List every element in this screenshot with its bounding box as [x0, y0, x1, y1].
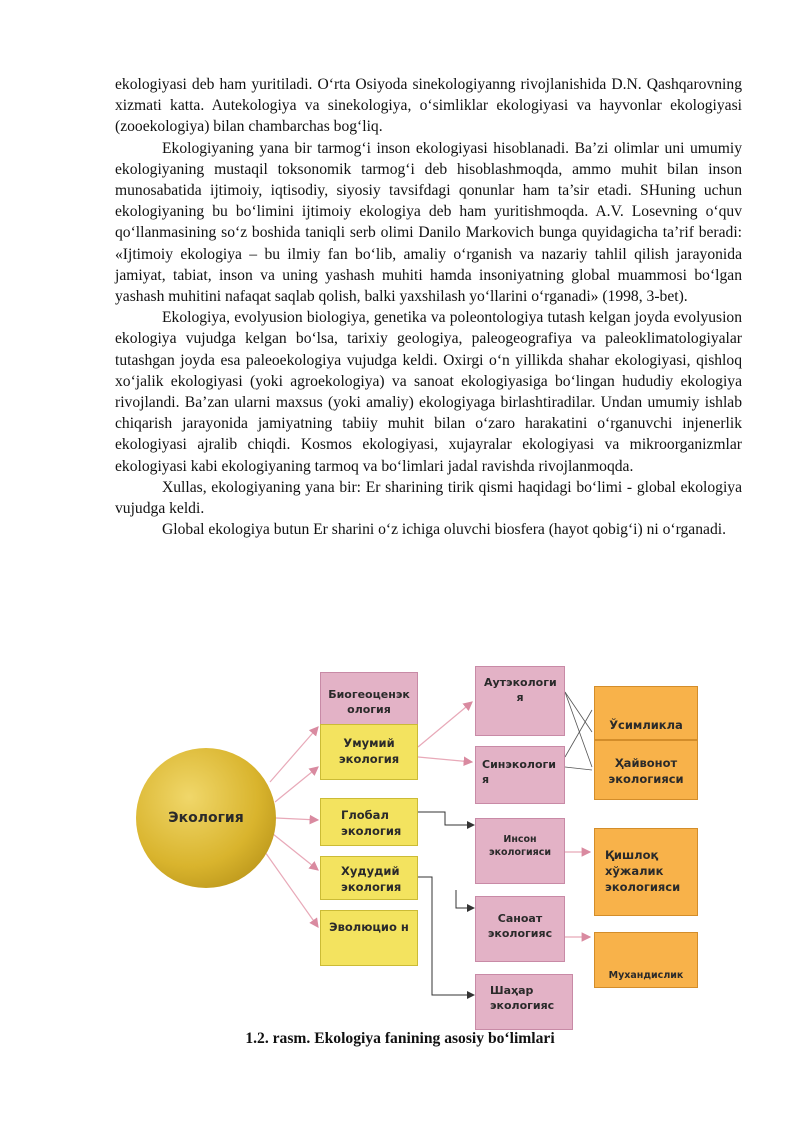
node-sinekologiya: Синэкологи я	[475, 746, 565, 804]
node-shahar-ekologiyasi: Шаҳар экологияс	[475, 974, 573, 1030]
figure-caption: 1.2. rasm. Ekologiya fanining asosiy bo‘limlari	[245, 1030, 555, 1047]
ecology-center-node: Экология	[136, 748, 276, 888]
node-inson-ekologiyasi: Инсон экологияси	[475, 818, 565, 884]
paragraph-5: Global ekologiya butun Er sharini o‘z ichiga oluvchi biosfera (hayot qobig‘i) ni o‘rganadi.	[162, 521, 726, 539]
body-text	[115, 74, 742, 540]
node-sanoat-ekologiyasi: Саноат экологияс	[475, 896, 565, 962]
node-usimliklar: Ўсимликла	[594, 686, 698, 740]
node-autekologiya: Аутэкологи я	[475, 666, 565, 736]
node-qishloq-xojalik-ekologiyasi: Қишлоқ хўжалик экологияси	[594, 828, 698, 916]
node-hududiy-ekologiya: Худудий экология	[320, 856, 418, 900]
node-umumiy-ekologiya: Умумий экология	[320, 724, 418, 780]
node-biogeotsenekologiya: Биогеоценэк ология	[320, 672, 418, 734]
paragraph-2: Ekologiyaning yana bir tarmog‘i inson ekologiyasi hisoblanadi. Ba’zi olimlar uni umumiy ekologiyaning mustaqil toksonomik tarmog‘i deb hisoblashmoqda, ammo muhit bilan inson munosabatida ijtimoiy, iqtisodiy, siyosiy tavsifdagi qonunlar ham ta’sir etadi. SHuning uchun ekologiyaning bu bo‘limini ijtimoiy ekologiya deb ham yuritishmoqda. A.V. Losevning o‘quv qo‘llanmasining so‘z boshida taniqli serb olimi Danilo Markovich bunga quyidagicha ta’rif beradi: «Ijtimoiy ekologiya – bu ilmiy fan bo‘lib, amaliy o‘rganish va nazariy tahlil qilish jarayonida jamiyat, tabiat, inson va uning yashash muhiti hamda insoniyatning global muammosi bo‘lgan yashash muhitini nafaqat saqlab qolish, balki yaxshilash yo‘llarini o‘rganadi» (1998, 3-bet).	[115, 139, 742, 306]
paragraph-4: Xullas, ekologiyaning yana bir: Er sharining tirik qismi haqidagi bo‘limi - global ekologiya vujudga keldi.	[115, 478, 742, 518]
node-evolyusion: Эволюцио н	[320, 910, 418, 966]
paragraph-3: Ekologiya, evolyusion biologiya, genetika va poleontologiya tutash kelgan joyda evolyusion ekologiya vujudga kelgan bo‘lsa, tarixiy geologiya, paleogeografiya va paleoklimatologiyalar tutashgan joyda esa paleoekologiya vujudga keldi. Oxirgi o‘n yillikda shahar ekologiyasi, qishloq xo‘jalik ekologiyasi (yoki agroekologiya) va sanoat ekologiyasiga bo‘lingan hududiy ekologiya rivojlandi. Ba’zan ularni maxsus (yoki amaliy) ekologiyaga birlashtiradilar. Undan umumiy ishlab chiqarish jarayonida jamiyatning tabiiy muhit bilan o‘zaro harakatini o‘rganuvchi injenerlik ekologiyasi ajralib chiqdi. Kosmos ekologiyasi, xujayralar ekologiyasi va mikroorganizmlar ekologiyasi kabi ekologiyaning tarmoq va bo‘limlari jadal ravishda rivojlanmoqda.	[115, 309, 742, 475]
node-global-ekologiya: Глобал экология	[320, 798, 418, 846]
node-muhandislik: Мухандислик	[594, 932, 698, 988]
node-hayvonot-ekologiyasi: Ҳайвонот экологияси	[594, 740, 698, 800]
ecology-diagram	[120, 662, 710, 1030]
paragraph-1: ekologiyasi deb ham yuritiladi. O‘rta Osiyoda sinekologiyanng rivojlanishida D.N. Qashqarovning xizmati katta. Autekologiya va sinekologiya, o‘simliklar ekologiyasi va hayvonlar ekologiyasi (zooekologiya) bilan chambarchas bog‘liq.	[115, 76, 742, 136]
